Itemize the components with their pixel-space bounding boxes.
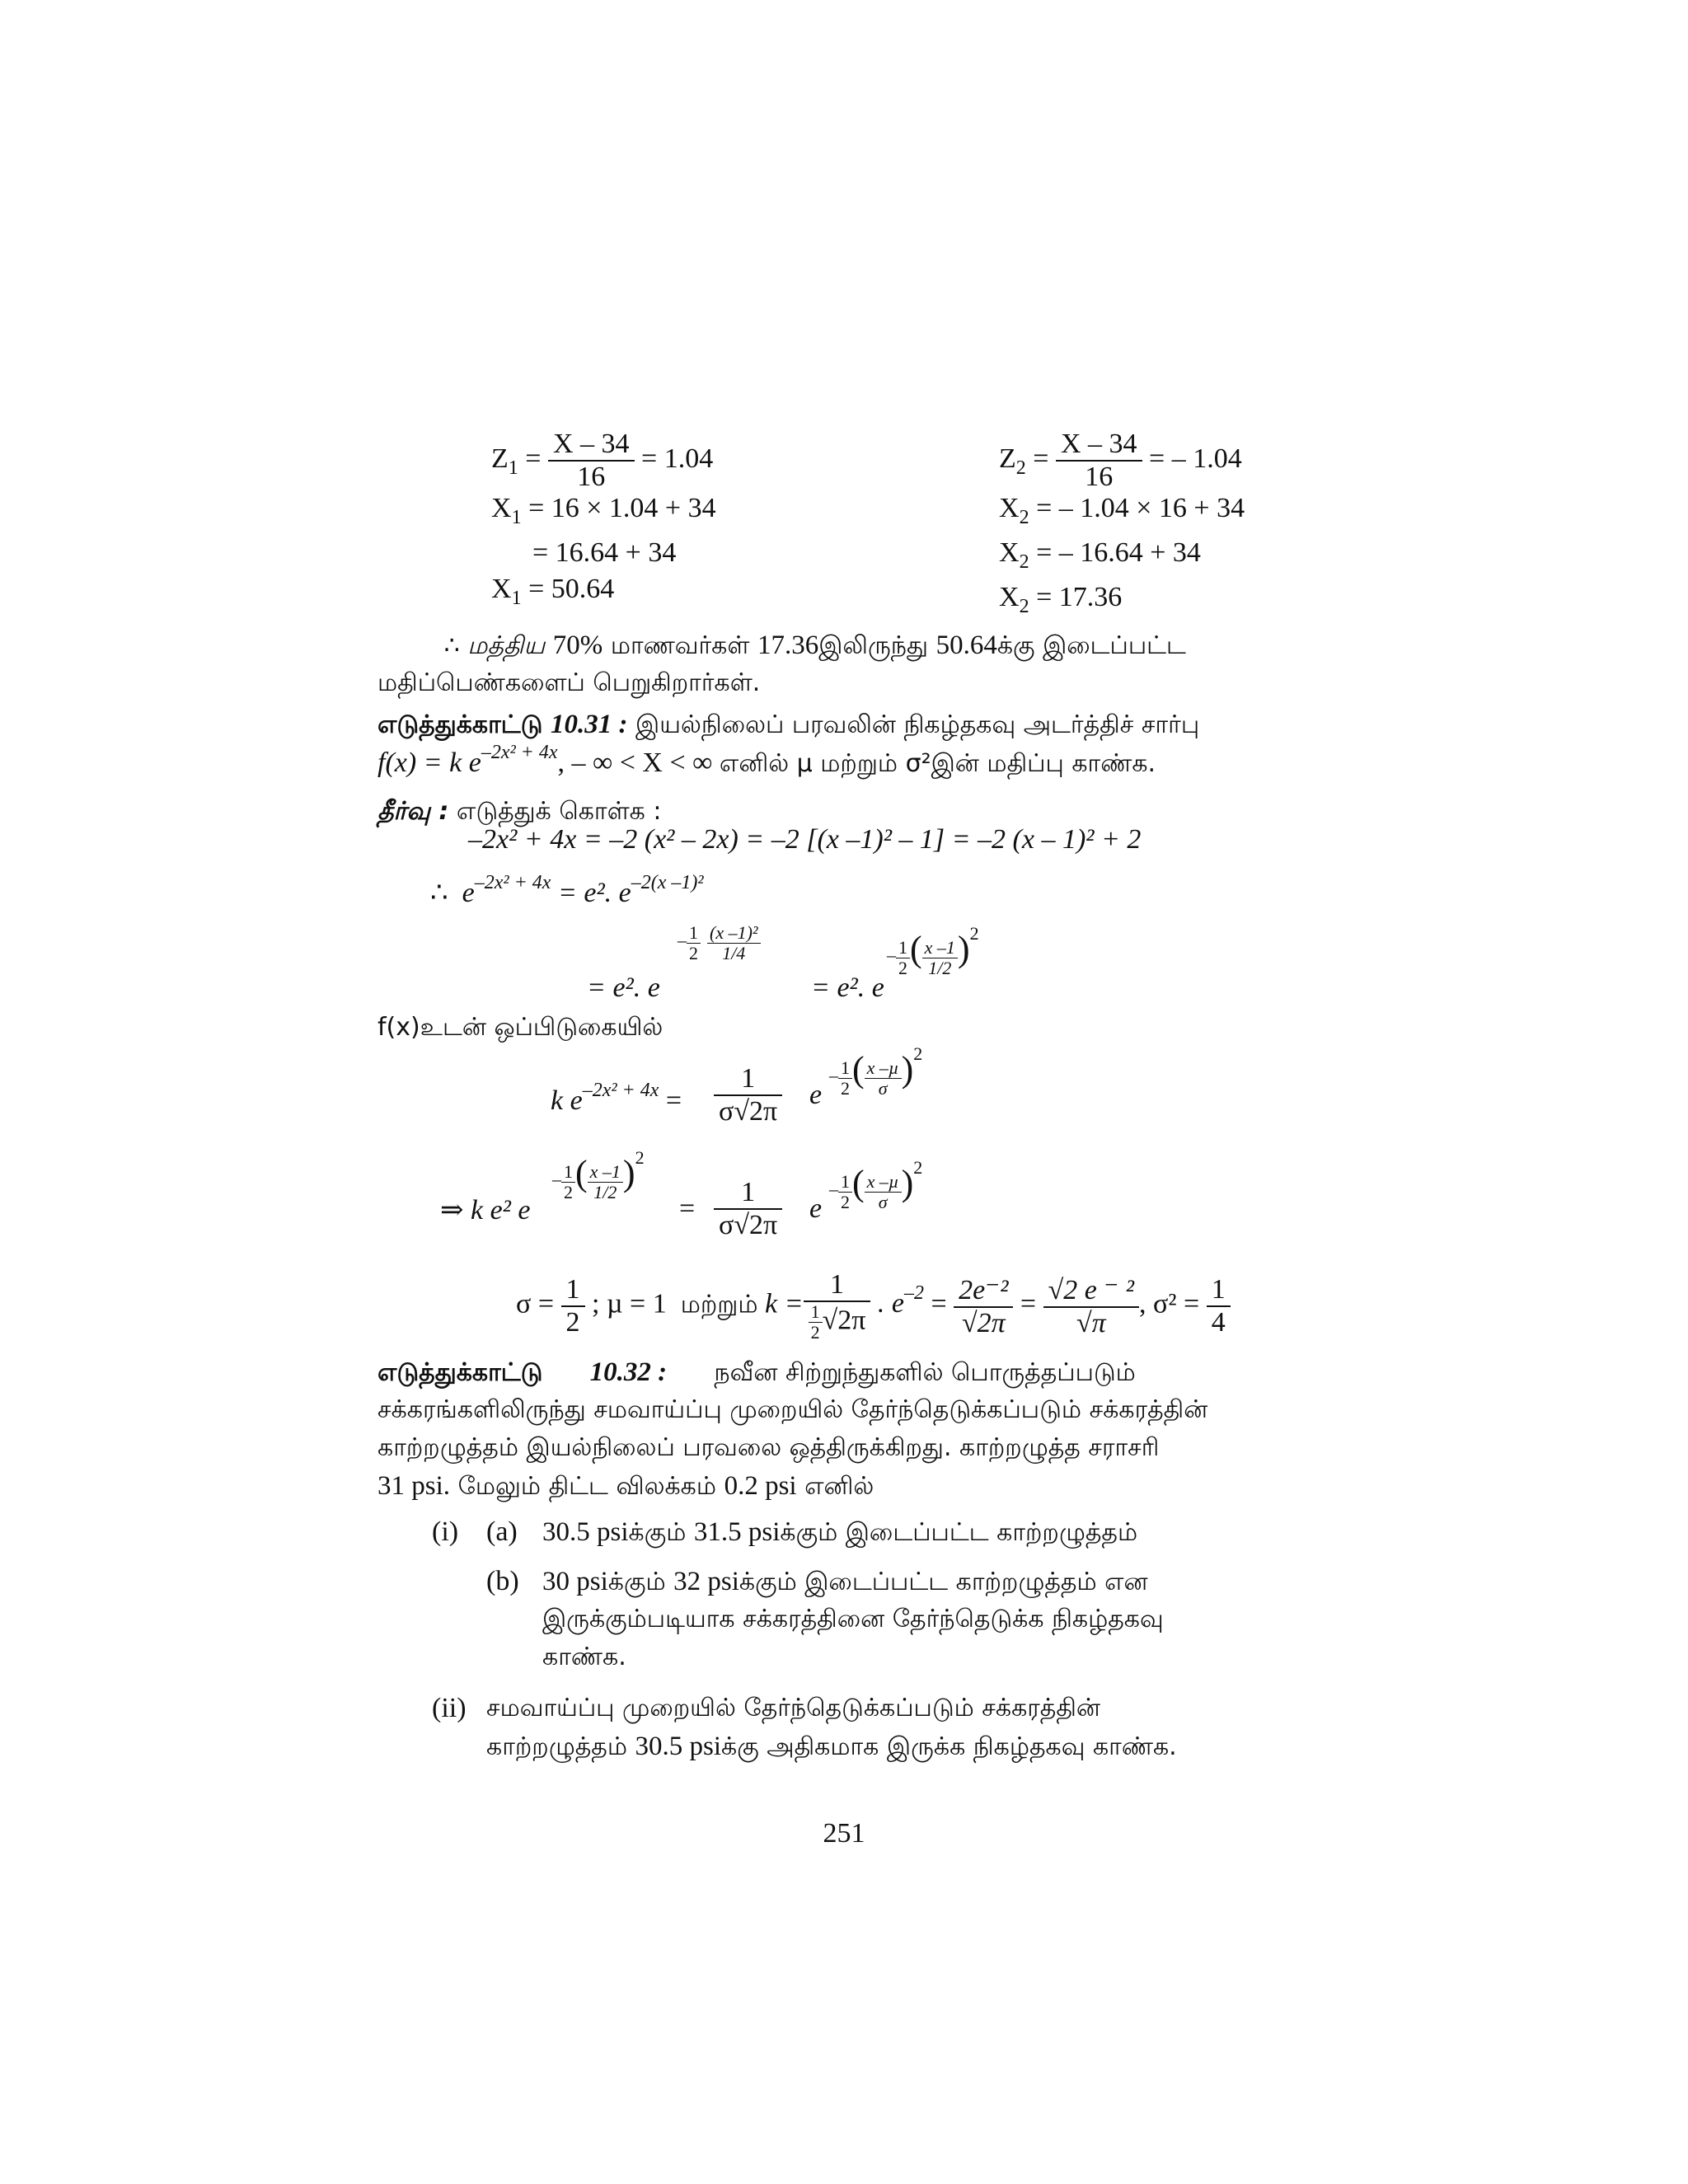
question-b-line2: இருக்கும்படியாக சக்கரத்தினை தேர்ந்தெடுக்க நிகழ்தகவு [542,1605,1164,1633]
conclusion-line2: மதிப்பெண்களைப் பெறுகிறார்கள். [377,668,761,697]
question-i-label: (i) [432,1516,459,1547]
compare-text: f(x)உடன் ஒப்பிடுகையில் [377,1013,663,1042]
eq3-exponent-a: – $\frac{1}{2}$ $\frac{\text{(x –1)²}}{1/4}$ [678,923,761,963]
implies-equals: = [679,1193,696,1224]
example-1031-function: f(x) = k $e^{-2x^2 + 4x}$, – ∞ < X < ∞ எனில் µ மற்றும் σ²இன் மதிப்பு காண்க. [377,742,1156,778]
question-b-line3: காண்க. [542,1643,626,1671]
question-ii-line2: காற்றழுத்தம் 30.5 psiக்கு அதிகமாக இருக்க நிகழ்தகவு காண்க. [486,1732,1177,1761]
x2-line2: $X_2$ = – 16.64 + 34 [999,537,1201,573]
implies-lhs: ⇒ k e² e [440,1195,531,1226]
solution-eq2: ∴ $e^{-2x^2 + 4x} = e^2$. $e^{-2(x -1)^2}$ [430,872,704,908]
implies-frac: $\frac{1}{\sigma√2\pi}$ [714,1177,782,1241]
final-result: σ = $\frac{1}{2}$ ; µ = 1 மற்றும் k = 1 $\frac{1}{2}$ √2π . $e^{-2}$ = $\frac{\text{2e⁻²}}{√2\pi}$ = $\frac{\text{√2 e ⁻ ²}}{√\pi}$ , σ² = $\frac{1}{4}$ [516,1269,1231,1343]
question-ii-line1: சமவாய்ப்பு முறையில் தேர்ந்தெடுக்கப்படும் சக்கரத்தின் [486,1694,1101,1722]
solution-heading: தீர்வு : எடுத்துக் கொள்க : [377,797,662,826]
z2-equation: $Z_2$ = $\frac{X - 34}{16}$ = – 1.04 [999,429,1242,492]
k-equation-frac: $\frac{1}{\sigma√2\pi}$ [714,1063,782,1127]
x2-line3: $X_2 = 17.36$ [999,582,1123,617]
example-1031-heading: எடுத்துக்காட்டு 10.31 : இயல்நிலைப் பரவலின் நிகழ்தகவு அடர்த்திச் சார்பு [377,710,1200,739]
eq3-part-a: = e². e [587,972,660,1003]
implies-rhs-exponent: – $\frac{1}{2}$ ( $\frac{\text{x –µ}}{\sigma}$ )2 [829,1157,923,1212]
example-1032-line1: எடுத்துக்காட்டு 10.32 : நவீன சிற்றுந்துகளில் பொருத்தப்படும் [377,1357,1136,1387]
example-1032-line2: சக்கரங்களிலிருந்து சமவாய்ப்பு முறையில் தேர்ந்தெடுக்கப்படும் சக்கரத்தின் [377,1395,1208,1424]
question-a-label: (a) [486,1516,518,1547]
question-b-line1: 30 psiக்கும் 32 psiக்கும் இடைப்பட்ட காற்றழுத்தம் என [542,1567,1148,1596]
question-b-label: (b) [486,1566,519,1596]
z1-equation: $Z_1$ = $\frac{X - 34}{16}$ = 1.04 [491,429,714,492]
solution-eq1: –2x² + 4x = –2 (x² – 2x) = –2 [(x –1)² – 1] = –2 (x – 1)² + 2 [468,824,1142,855]
x1-line2: = 16.64 + 34 [532,537,677,568]
question-ii-label: (ii) [432,1693,467,1723]
implies-e: e [809,1193,823,1224]
eq3-exponent-b: – $\frac{1}{2}$ ( $\frac{x -1}{1/2}$ )2 [887,923,979,978]
page-number: 251 [823,1818,865,1849]
k-equation-exponent: – $\frac{1}{2}$ ( $\frac{\text{x –µ}}{\sigma}$ )2 [829,1043,923,1099]
x1-line1: $X_1 = 16 \times 1.04 + 34$ [491,493,716,528]
eq3-part-b: = e². e [811,972,884,1003]
k-equation-lhs: k $e^{-2x^2 + 4x}$ = [551,1080,682,1116]
example-1032-line3: காற்றழுத்தம் இயல்நிலைப் பரவலை ஒத்திருக்கிறது. காற்றழுத்த சராசரி [377,1433,1160,1462]
implies-exponent: – $\frac{1}{2}$ ( $\frac{x -1}{1/2}$ )2 [552,1147,645,1202]
question-a-text: 30.5 psiக்கும் 31.5 psiக்கும் இடைப்பட்ட காற்றழுத்தம் [542,1517,1138,1547]
x1-line3: $X_1 = 50.64$ [491,574,615,609]
example-1032-line4: 31 psi. மேலும் திட்ட விலக்கம் 0.2 psi எனில் [377,1471,874,1501]
x2-line1: $X_2$ = – 1.04 × 16 + 34 [999,493,1245,528]
conclusion-line1: ∴ மத்திய 70% மாணவர்கள் 17.36இலிருந்து 50.64க்கு இடைப்பட்ட [443,630,1186,660]
k-equation-e: e [809,1080,823,1110]
